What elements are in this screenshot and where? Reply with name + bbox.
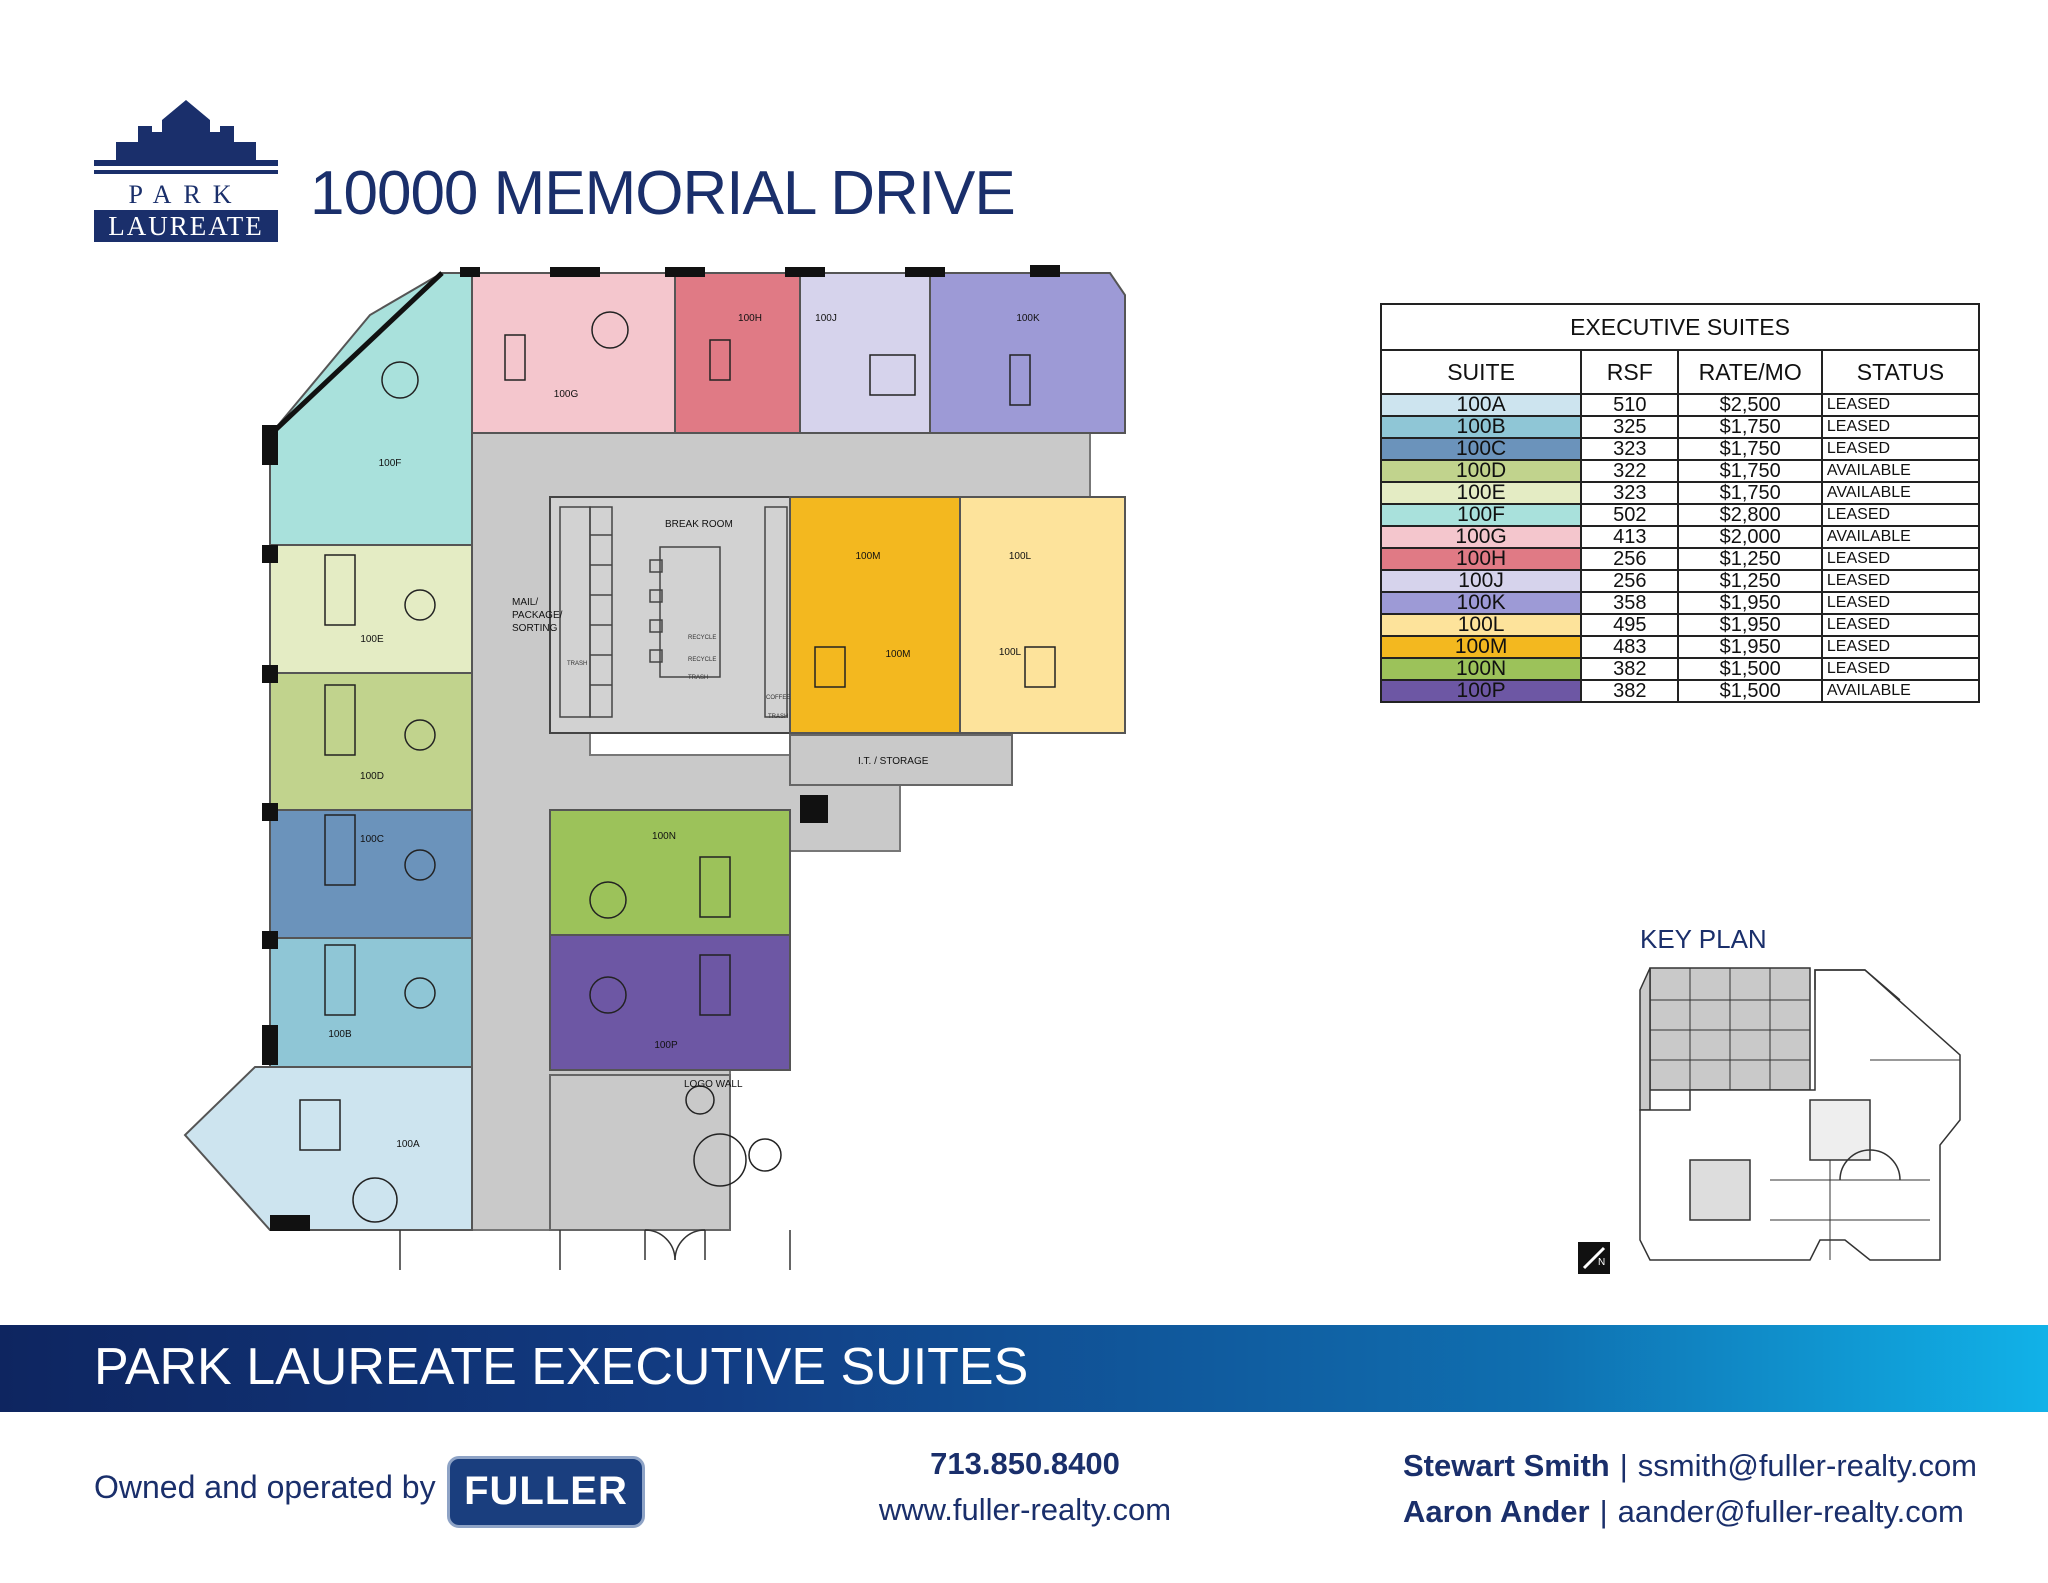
rate-cell: $1,500 [1678,680,1821,702]
banner-title: PARK LAUREATE EXECUTIVE SUITES [94,1338,1029,1396]
contact-email[interactable]: aander@fuller-realty.com [1617,1494,1964,1529]
suite-cell: 100H [1381,548,1581,570]
trash-label-2: TRASH [688,675,709,681]
logo-text-top: PARK [128,180,244,209]
contact-name: Aaron Ander [1403,1494,1590,1529]
table-title: EXECUTIVE SUITES [1381,304,1979,350]
room-100H [675,273,800,433]
suite-cell: 100D [1381,460,1581,482]
rate-cell: $1,950 [1678,614,1821,636]
contact-name: Stewart Smith [1403,1448,1610,1483]
status-cell: LEASED [1822,394,1979,416]
table-row [1381,504,1979,526]
table-row [1381,460,1979,482]
room-100N [550,810,790,935]
room-100D [270,673,472,810]
rsf-cell: 358 [1581,592,1678,614]
recycle-label-2: RECYCLE [688,657,717,663]
table-row [1381,614,1979,636]
website-link[interactable]: www.fuller-realty.com [878,1492,1172,1527]
room-label-100E: 100E [360,634,384,645]
rate-cell: $1,750 [1678,438,1821,460]
rsf-cell: 510 [1581,394,1678,416]
rate-cell: $1,750 [1678,460,1821,482]
rsf-cell: 413 [1581,526,1678,548]
suite-cell: 100K [1381,592,1581,614]
room-label-100P: 100P [654,1040,678,1051]
contact-email[interactable]: ssmith@fuller-realty.com [1637,1448,1978,1483]
suite-cell: 100G [1381,526,1581,548]
rsf-cell: 382 [1581,658,1678,680]
header-rsf: RSF [1581,350,1678,394]
break-room-label: BREAK ROOM [665,519,733,530]
table-row [1381,482,1979,504]
suite-cell: 100N [1381,658,1581,680]
status-cell: LEASED [1822,570,1979,592]
mail-label-3: SORTING [512,623,558,634]
status-cell: AVAILABLE [1822,680,1979,702]
table-row [1381,658,1979,680]
table-row [1381,416,1979,438]
rsf-cell: 323 [1581,482,1678,504]
rate-cell: $2,000 [1678,526,1821,548]
status-cell: LEASED [1822,658,1979,680]
rsf-cell: 495 [1581,614,1678,636]
entrance-doors [400,1230,790,1270]
room-label-100L: 100L [998,647,1022,658]
room-100L [960,497,1125,733]
break-room [550,497,790,733]
room-100B [270,938,472,1067]
room-100A [185,1067,472,1230]
park-laureate-logo [94,98,278,242]
table-row [1381,592,1979,614]
key-plan-title: KEY PLAN [1640,924,1767,954]
suite-cell: 100B [1381,416,1581,438]
executive-suites-table [1380,303,1980,703]
mail-label-1: MAIL/ [512,597,539,608]
status-cell: AVAILABLE [1822,482,1979,504]
coffee-label: COFFEE [766,695,791,701]
rate-cell: $1,950 [1678,636,1821,658]
room-label-100M: 100M [885,649,911,660]
rsf-cell: 325 [1581,416,1678,438]
trash-label-3: TRASH [768,714,789,720]
header-status: STATUS [1822,350,1979,394]
table-row [1381,438,1979,460]
rsf-cell: 256 [1581,570,1678,592]
table-row [1381,526,1979,548]
room-100M [790,497,960,733]
key-plan [1570,960,1980,1280]
room-label-100A: 100A [396,1139,420,1150]
suite-cell: 100A [1381,394,1581,416]
status-cell: LEASED [1822,614,1979,636]
table-row [1381,680,1979,702]
room-100E [270,545,472,673]
room-label-100G: 100G [553,389,579,400]
trash-label: TRASH [567,661,588,667]
status-cell: LEASED [1822,438,1979,460]
status-cell: LEASED [1822,592,1979,614]
rate-cell: $1,250 [1678,570,1821,592]
rsf-cell: 322 [1581,460,1678,482]
room-label-100N: 100N [652,831,676,842]
owned-by-text: Owned and operated by [94,1469,436,1505]
logo-wall-label: LOGO WALL [684,1079,743,1090]
room-100G [472,273,675,433]
room-label-100L-top: 100L [1008,551,1032,562]
rate-cell: $2,800 [1678,504,1821,526]
status-cell: LEASED [1822,504,1979,526]
rsf-cell: 483 [1581,636,1678,658]
suite-cell: 100J [1381,570,1581,592]
north-arrow-icon [1578,1242,1610,1274]
rate-cell: $1,750 [1678,416,1821,438]
fuller-logo: FULLER [447,1456,645,1528]
svg-text:N: N [1598,1257,1606,1268]
rate-cell: $1,500 [1678,658,1821,680]
page-title: 10000 MEMORIAL DRIVE [310,159,1015,228]
status-cell: AVAILABLE [1822,460,1979,482]
header-suite: SUITE [1381,350,1581,394]
mail-label-2: PACKAGE/ [512,610,563,621]
recycle-label-1: RECYCLE [688,635,717,641]
table-row [1381,636,1979,658]
contact-row: Stewart Smith | ssmith@fuller-realty.com [1403,1448,1978,1483]
rsf-cell: 502 [1581,504,1678,526]
table-row [1381,548,1979,570]
rsf-cell: 323 [1581,438,1678,460]
status-cell: LEASED [1822,416,1979,438]
table-row [1381,570,1979,592]
header-rate: RATE/MO [1678,350,1821,394]
logo-wall-area [550,1075,730,1230]
room-label-100H: 100H [738,313,762,324]
floor-plan [170,255,1130,1275]
table-row [1381,394,1979,416]
rsf-cell: 256 [1581,548,1678,570]
room-100J [800,273,930,433]
rate-cell: $2,500 [1678,394,1821,416]
rate-cell: $1,750 [1678,482,1821,504]
room-label-100K: 100K [1016,313,1040,324]
rsf-cell: 382 [1581,680,1678,702]
logo-text-bottom: LAUREATE [94,210,278,242]
room-label-100F: 100F [378,458,402,469]
storage-label: I.T. / STORAGE [858,756,929,767]
building-icon [94,98,278,178]
room-label-100C: 100C [360,834,384,845]
room-label-100D: 100D [360,771,384,782]
status-cell: LEASED [1822,548,1979,570]
contact-row: Aaron Ander | aander@fuller-realty.com [1403,1494,1964,1529]
rate-cell: $1,950 [1678,592,1821,614]
suite-cell: 100C [1381,438,1581,460]
suite-cell: 100E [1381,482,1581,504]
room-100K [930,273,1125,433]
room-label-100J: 100J [815,313,837,324]
rate-cell: $1,250 [1678,548,1821,570]
status-cell: LEASED [1822,636,1979,658]
suite-cell: 100M [1381,636,1581,658]
phone-number[interactable]: 713.850.8400 [930,1446,1120,1481]
suite-cell: 100F [1381,504,1581,526]
room-label-100M-top: 100M [855,551,881,562]
room-label-100B: 100B [328,1029,352,1040]
suite-cell: 100P [1381,680,1581,702]
room-100C [270,810,472,938]
suite-cell: 100L [1381,614,1581,636]
status-cell: AVAILABLE [1822,526,1979,548]
